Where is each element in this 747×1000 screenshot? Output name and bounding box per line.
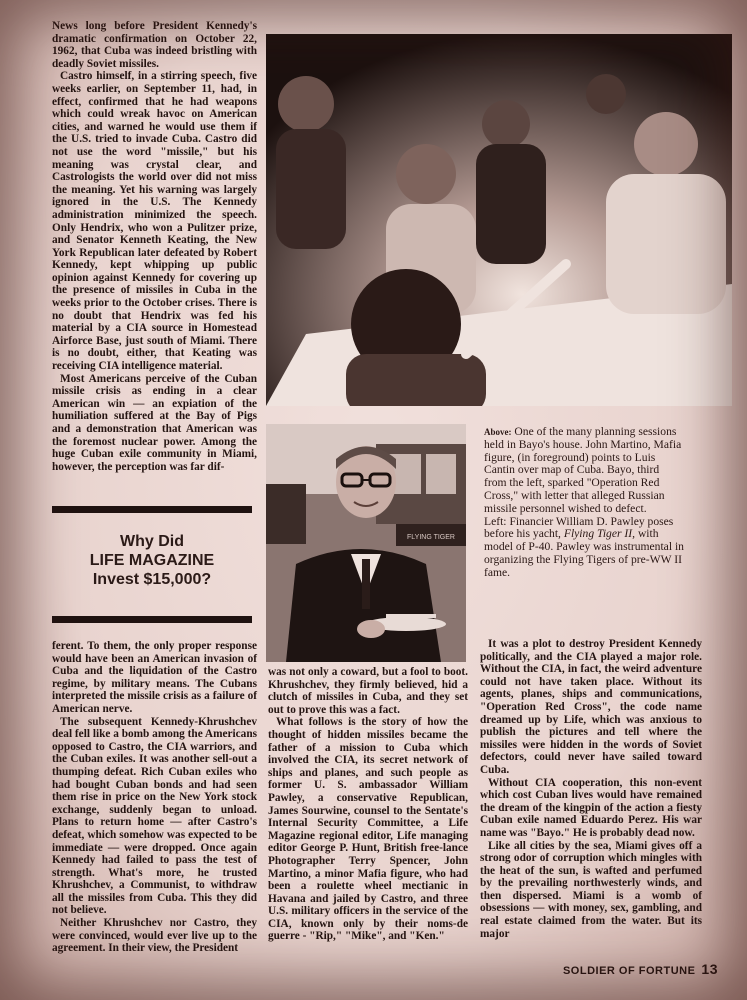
- article-paragraph: Without CIA cooperation, this non-event which cost Cuban lives would have remained the dream of the kingpin of the action a fiesty Cuban exile named Eduardo Perez. His war name was "Bayo." He is probably dead now.: [480, 776, 702, 839]
- article-paragraph: News long before President Kennedy's dramatic confirmation on October 22, 1962, that Cuba was indeed bristling with deadly Soviet missiles.: [52, 20, 257, 70]
- caption-left-text-1: Financier William D. Pawley poses before his yacht,: [484, 514, 674, 541]
- article-column-2-bottom: [268, 666, 468, 943]
- caption-left-label: Left:: [484, 514, 507, 528]
- page-number: 13: [701, 961, 718, 977]
- pull-quote-line-2: LIFE MAGAZINE: [89, 552, 215, 569]
- article-column-1-bottom: [52, 640, 257, 955]
- caption-above-text: One of the many planning sessions held in Bayo's house. John Martino, Mafia figure, (in foreground) points to Luis Cantin over map of Cuba. Bayo, third from the left, sparked "Operation Red Cross," with letter that alleged Russian missile personnel wished to defect.: [484, 425, 682, 515]
- magazine-name: SOLDIER OF FORTUNE: [562, 965, 696, 977]
- boat-name-label: FLYING TIGER: [407, 534, 455, 541]
- article-paragraph: was not only a coward, but a fool to boot. Khrushchev, they firmly believed, hid a clutch of missiles in Cuba, and they set out to prove this was a fact.: [268, 666, 468, 716]
- pawley-portrait-icon: [266, 424, 466, 662]
- article-paragraph: Castro himself, in a stirring speech, five weeks earlier, on September 11, had, in effect, confirmed that he had weapons which could wreak havoc on American cities, and warned he would use them if the U.S. tried to invade Cuba. Castro did not use the word "missile," but his meaning was crystal clear, and Castrologists the world over did not miss the meaning. Yet his warning was largely ignored in the U.S. The Kennedy administration minimized the speech. Only Hendrix, who won a Pulitzer prize, and Senator Kenneth Keating, the New York Republican later defeated by Robert Kennedy, kept whipping up public opinion against Kennedy for covering up the presence of missiles in Cuba in the weeks prior to the October crises. There is no doubt that Hendrix was fed his material by a CIA source in Homestead Airforce Base, just south of Miami. There is no doubt, either, that Keating was receiving CIA intelligence material.: [52, 70, 257, 373]
- caption-left-text-2: with model of P-40. Pawley was instrumental in organizing the Flying Tigers of pre-WW II fame.: [484, 527, 684, 579]
- article-paragraph: ferent. To them, the only proper response would have been an American invasion of Cuba and the liquidation of the Castro regime, by military means. The Cubans interpreted the missile crisis as a failure of American nerve.: [52, 640, 257, 715]
- page-footer: [528, 961, 718, 977]
- article-paragraph: Most Americans perceive of the Cuban missile crisis as ending in a clear American win — an expiation of the humiliation suffered at the Bay of Pigs and a demonstration that American was the foremost nuclear power. Among the huge Cuban exile community in Miami, however, the perception was far dif-: [52, 372, 257, 473]
- article-paragraph: It was a plot to destroy President Kennedy politically, and the CIA played a major role. Without the CIA, in fact, the weird adventure could not have taken place. Without its agents, planes, ships and communications, "Operation Red Cross", the code name dreamed up by Life, which was anxious to publish the pictures and tell where the missiles were hidden in the words of Soviet defectors, could never have sailed toward Cuba.: [480, 638, 702, 776]
- article-paragraph: Like all cities by the sea, Miami gives off a strong odor of corruption which mingles with the heat of the sun, is wafted and perfumed by the prevailing northwesterly winds, and then dispersed. Miami is a womb of obsessions — with money, sex, gambling, and real estate claimed from the water. But its major: [480, 839, 702, 940]
- article-column-3-bottom: [480, 638, 702, 940]
- planning-session-photo-icon: [266, 34, 732, 406]
- caption-lead: Above:: [484, 427, 512, 437]
- pawley-portrait-photo: [266, 424, 466, 662]
- photo-caption: [484, 426, 684, 580]
- pull-quote-line-3: Invest $15,000?: [92, 571, 212, 588]
- planning-session-photo: [266, 34, 732, 406]
- article-paragraph: What follows is the story of how the thought of hidden missiles became the father of a mission to Cuba which involved the CIA, its secret network of ships and planes, and such people as former U. S. ambassador William Pawley, a conservative Republican, James Sourwine, counsel to the Sentate's Internal Security Committee, a Life Magazine regional editor, Life managing editor George P. Hunt, British free-lance Photographer Terry Spencer, John Martino, a minor Mafia figure, who had been a roulette wheel mectianic in Havana and jailed by Castro, and three U.S. military officers in the service of the CIA, known only by their noms-de guerre - "Rip," "Mike", and "Ken.": [268, 716, 468, 943]
- article-paragraph: The subsequent Kennedy-Khrushchev deal fell like a bomb among the Americans opposed to Castro, the CIA warriors, and the Cuban exiles. It was another sell-out a thumping defeat. Rich Cuban exiles who had bought Cuban bonds and had seen them rise in price on the New York stock exchange, suddenly began to unload. Plans to return home — after Castro's defeat, which somehow was expected to be immediate — were dropped. Once again Kennedy had failed to pass the test of strength. What's more, he trusted Khrushchev, a Communist, to withdraw all the missiles from Cuba. This they did not believe.: [52, 715, 257, 917]
- pull-quote: [52, 506, 257, 628]
- pull-quote-bottom-rule: [52, 616, 252, 623]
- pull-quote-top-rule: [52, 506, 252, 513]
- pull-quote-text: [52, 532, 252, 589]
- article-column-1-top: [52, 20, 257, 473]
- article-paragraph: Neither Khrushchev nor Castro, they were convinced, would ever live up to the agreement. In their view, the President: [52, 917, 257, 955]
- caption-yacht-name: Flying Tiger II,: [563, 527, 636, 541]
- pull-quote-line-1: Why Did: [120, 533, 184, 550]
